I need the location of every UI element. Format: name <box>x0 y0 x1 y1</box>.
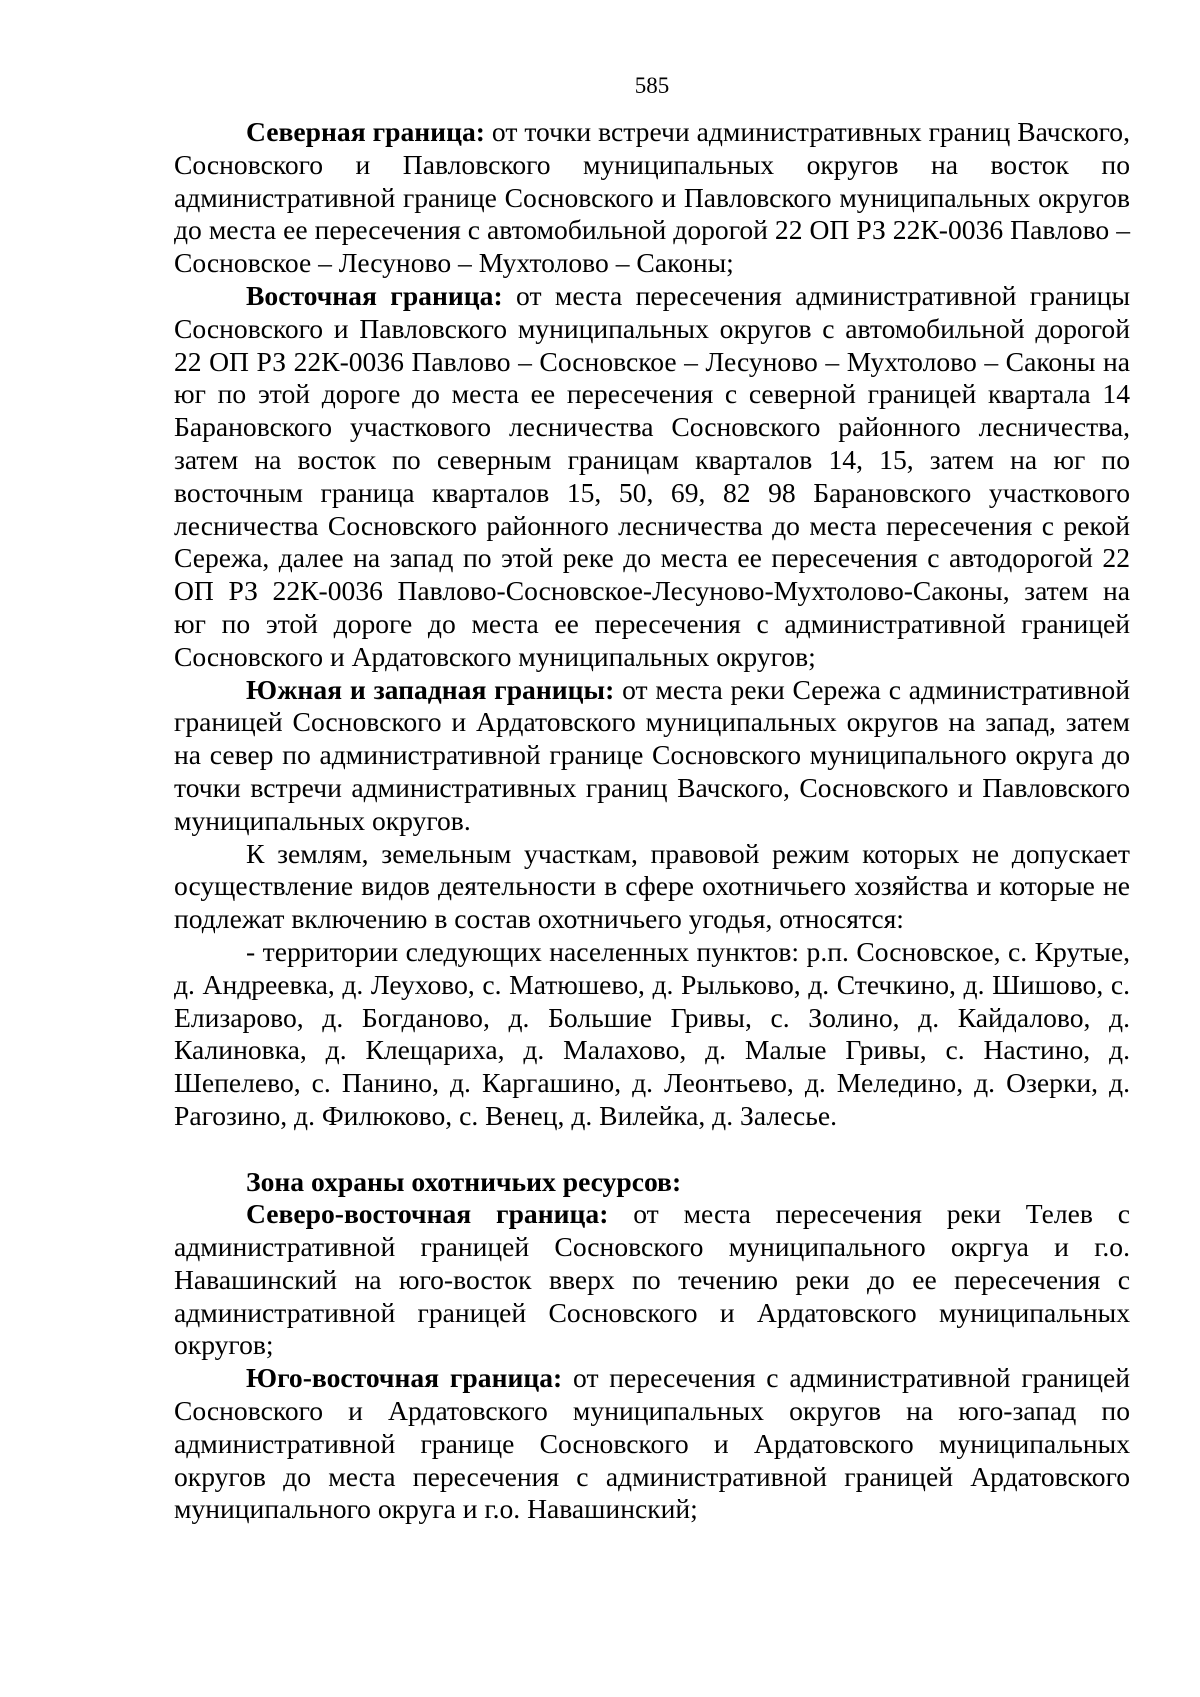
heading-north-east-boundary: Северо-восточная граница: <box>246 1198 609 1230</box>
paragraph-south-west-boundary <box>174 674 1130 838</box>
heading-south-east-boundary: Юго-восточная граница: <box>246 1362 563 1394</box>
document-body <box>174 116 1130 1526</box>
text-east-boundary: от места пересечения административной границы Сосновского и Павловского муниципальных округов с автомобильной дорогой 22 ОП РЗ 22К-0036 Павлово – Сосновское – Лесуново – Мухтолово – Саконы на юг по этой дороге до места ее пересечения с северной границей квартала 14 Барановского участкового лесничества Сосновского районного лесничества, затем на восток по северным границам кварталов 14, 15, затем на юг по восточным граница кварталов 15, 50, 69, 82 98 Барановского участкового лесничества Сосновского районного лесничества до места пересечения с рекой Сережа, далее на запад по этой реке до места ее пересечения с автодорогой 22 ОП РЗ 22К-0036 Павлово-Сосновское-Лесуново-Мухтолово-Саконы, затем на юг по этой дороге до места ее пересечения с административной границей Сосновского и Ардатовского муниципальных округов; <box>174 279 1130 672</box>
heading-east-boundary: Восточная граница: <box>246 279 503 311</box>
paragraph-south-east-boundary <box>174 1362 1130 1526</box>
heading-south-west-boundary: Южная и западная границы: <box>246 673 615 705</box>
heading-protection-zone: Зона охраны охотничьих ресурсов: <box>246 1165 682 1197</box>
text-north-east-boundary: от места пересечения реки Телев с административной границей Сосновского муниципального окргуа и г.о. Навашинский на юго-восток вверх по течению реки до ее пересечения с административной границей Сосновского и Ардатовского муниципальных округов; <box>174 1198 1130 1361</box>
paragraph-settlements-list: - территории следующих населенных пунктов: р.п. Сосновское, с. Крутые, д. Андреевка, д. Леухово, с. Матюшево, д. Рыльково, д. Стечкино, д. Шишово, с. Елизарово, д. Богданово, д. Большие Гривы, с. Золино, д. Кайдалово, д. Калиновка, д. Клещариха, д. Малахово, д. Малые Гривы, с. Настино, д. Шепелево, с. Панино, д. Каргашино, д. Леонтьево, д. Меледино, д. Озерки, д. Рагозино, д. Филюково, с. Венец, д. Вилейка, д. Залесье. <box>174 935 1130 1131</box>
text-south-west-boundary: от места реки Сережа с административной границей Сосновского и Ардатовского муниципальных округов на запад, затем на север по административной границе Сосновского муниципального округа до точки встречи административных границ Вачского, Сосновского и Павловского муниципальных округов. <box>174 673 1130 836</box>
section-spacer <box>174 1133 1130 1166</box>
paragraph-excluded-lands: К землям, земельным участкам, правовой режим которых не допускает осуществление видов деятельности в сфере охотничьего хозяйства и которые не подлежат включению в состав охотничьего угодья, относятся: <box>174 837 1130 935</box>
paragraph-north-east-boundary <box>174 1198 1130 1362</box>
section-title-protection-zone <box>174 1166 1130 1199</box>
paragraph-north-boundary <box>174 116 1130 280</box>
text-north-boundary: от точки встречи административных границ Вачского, Сосновского и Павловского муниципальных округов на восток по административной границе Сосновского и Павловского муниципальных округов до места ее пересечения с автомобильной дорогой 22 ОП РЗ 22К-0036 Павлово – Сосновское – Лесуново – Мухтолово – Саконы; <box>174 116 1130 279</box>
heading-north-boundary: Северная граница: <box>246 116 485 147</box>
text-south-east-boundary: от пересечения с административной границей Сосновского и Ардатовского муниципальных округов на юго-запад по административной границе Сосновского и Ардатовского муниципальных округов до места пересечения с административной границей Ардатовского муниципального округа и г.о. Навашинский; <box>174 1362 1130 1525</box>
paragraph-east-boundary <box>174 280 1130 674</box>
page-number: 585 <box>634 73 670 98</box>
